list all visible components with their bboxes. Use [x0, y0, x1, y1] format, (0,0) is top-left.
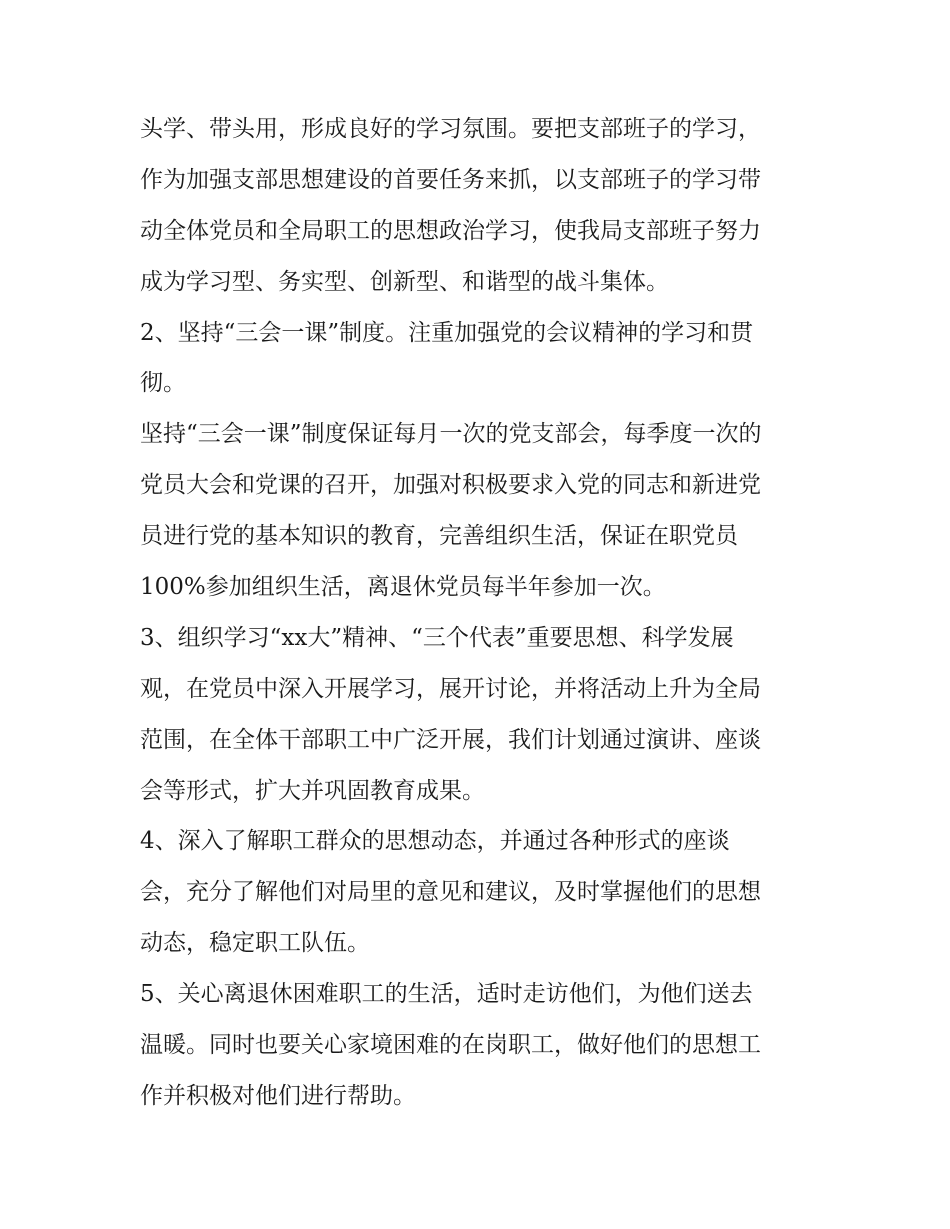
text-line: 100%参加组织生活，离退休党员每半年参加一次。: [140, 574, 666, 601]
text-line: 作并积极对他们进行帮助。: [140, 1082, 416, 1109]
text-line: 5、关心离退休困难职工的生活，适时走访他们，为他们送去: [140, 981, 753, 1008]
text-line: 成为学习型、务实型、创新型、和谐型的战斗集体。: [140, 268, 669, 295]
text-line: 作为加强支部思想建设的首要任务来抓，以支部班子的学习带: [140, 166, 761, 193]
text-line: 观，在党员中深入开展学习，展开讨论，并将活动上升为全局: [140, 675, 761, 702]
document-body: [140, 104, 830, 1122]
text-line: 会，充分了解他们对局里的意见和建议，及时掌握他们的思想: [140, 879, 761, 906]
text-line: 头学、带头用，形成良好的学习氛围。要把支部班子的学习，: [140, 116, 761, 142]
text-line: 动全体党员和全局职工的思想政治学习，使我局支部班子努力: [140, 217, 761, 244]
text-line: 坚持“三会一课”制度保证每月一次的党支部会，每季度一次的: [140, 421, 762, 448]
text-line: 范围，在全体干部职工中广泛开展，我们计划通过演讲、座谈: [140, 726, 761, 753]
text-line: 会等形式，扩大并巩固教育成果。: [140, 777, 485, 804]
text-line: 员进行党的基本知识的教育，完善组织生活，保证在职党员: [140, 523, 738, 550]
text-line: 党员大会和党课的召开，加强对积极要求入党的同志和新进党: [140, 472, 761, 499]
text-line: 动态，稳定职工队伍。: [140, 930, 370, 957]
text-line: 温暖。同时也要关心家境困难的在岗职工，做好他们的思想工: [140, 1032, 761, 1059]
text-line: 3、组织学习“xx大”精神、“三个代表”重要思想、科学发展: [140, 624, 734, 651]
text-line: 4、深入了解职工群众的思想动态，并通过各种形式的座谈: [140, 828, 730, 855]
text-line: 彻。: [140, 370, 186, 397]
text-line: 2、坚持“三会一课”制度。注重加强党的会议精神的学习和贯: [140, 319, 754, 346]
